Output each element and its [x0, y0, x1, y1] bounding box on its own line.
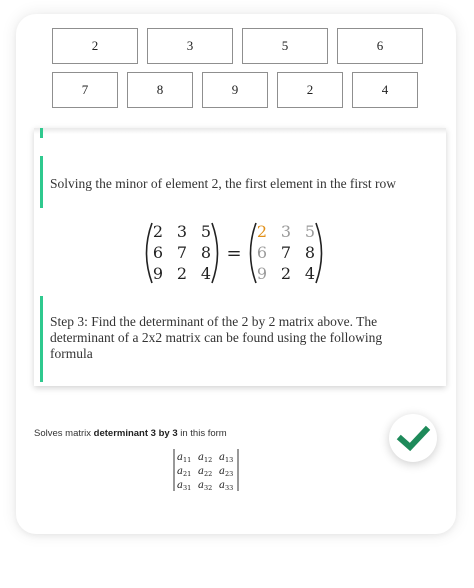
left-matrix-open-paren — [147, 223, 153, 283]
matrix-element: 3 — [280, 222, 292, 241]
number-option[interactable]: 9 — [202, 72, 268, 108]
number-option[interactable]: 2 — [52, 28, 138, 64]
right-matrix-close-paren — [316, 223, 322, 283]
matrix-entry: $a_{13}$ — [219, 452, 234, 464]
matrix-element: 2 — [152, 222, 164, 241]
right-matrix-open-paren — [251, 223, 257, 283]
solves-bold-term: determinant 3 by 3 — [93, 428, 178, 439]
determinant-form-matrix — [172, 448, 242, 492]
check-button[interactable] — [389, 414, 437, 462]
matrix-element: 2 — [280, 264, 292, 283]
matrix-entry: $a_{32}$ — [198, 480, 213, 492]
matrix-element: 4 — [304, 264, 316, 283]
number-option[interactable]: 6 — [337, 28, 423, 64]
number-options-row-2 — [52, 72, 418, 108]
solves-description — [34, 428, 227, 439]
matrix-entry: $a_{21}$ — [177, 466, 192, 478]
matrix-element: 8 — [304, 243, 316, 262]
matrix-element: 2 — [176, 264, 188, 283]
number-option[interactable]: 8 — [127, 72, 193, 108]
matrix-element: 9 — [152, 264, 164, 283]
left-matrix-close-paren — [212, 223, 218, 283]
matrix-entry: $a_{12}$ — [198, 452, 213, 464]
solves-suffix: in this form — [177, 428, 227, 439]
matrix-element: 8 — [200, 243, 212, 262]
matrix-element: 5 — [200, 222, 212, 241]
left-matrix — [147, 222, 218, 283]
matrix-entry: $a_{11}$ — [177, 452, 192, 464]
right-matrix — [251, 222, 322, 283]
panel-top-shadow — [34, 128, 446, 134]
step-marker-bar — [40, 156, 43, 208]
matrix-minor-equation — [138, 220, 338, 286]
matrix-element: 5 — [304, 222, 316, 241]
number-option[interactable]: 4 — [352, 72, 418, 108]
step-3-text: Step 3: Find the determinant of the 2 by 2 matrix above. The determinant of a 2x2 matrix can be found using the following formula — [50, 314, 383, 361]
number-option[interactable]: 2 — [277, 72, 343, 108]
matrix-element: 7 — [280, 243, 292, 262]
matrix-element: 2 — [256, 222, 268, 241]
matrix-element: 6 — [152, 243, 164, 262]
matrix-element: 4 — [200, 264, 212, 283]
checkmark-icon — [389, 414, 437, 462]
equals-sign: = — [226, 243, 242, 264]
solution-step-panel[interactable] — [34, 128, 446, 386]
matrix-entry: $a_{23}$ — [219, 466, 234, 478]
matrix-element: 6 — [256, 243, 268, 262]
minor-explanation-text: Solving the minor of element 2, the first element in the first row — [50, 176, 397, 191]
step-marker-bar — [40, 296, 43, 382]
matrix-element: 7 — [176, 243, 188, 262]
number-option[interactable]: 5 — [242, 28, 328, 64]
number-options-row-1 — [52, 28, 423, 64]
matrix-element: 3 — [176, 222, 188, 241]
solves-prefix: Solves matrix — [34, 428, 94, 439]
matrix-entry: $a_{33}$ — [219, 480, 234, 492]
matrix-entry: $a_{22}$ — [198, 466, 213, 478]
step-marker-bar — [40, 128, 43, 138]
number-option[interactable]: 7 — [52, 72, 118, 108]
number-option[interactable]: 3 — [147, 28, 233, 64]
matrix-element: 9 — [256, 264, 268, 283]
matrix-entry: $a_{31}$ — [177, 480, 192, 492]
